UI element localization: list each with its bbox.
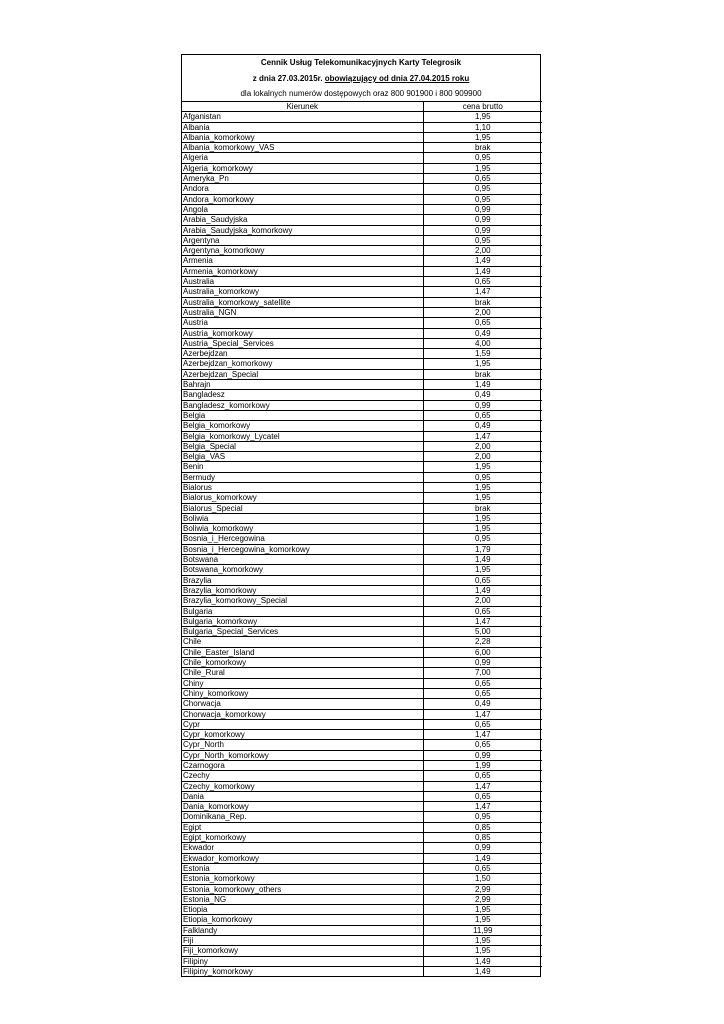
table-row [182,513,542,523]
price-cell: 2,00 [423,441,542,451]
table-row [182,307,542,317]
price-cell: 0,99 [423,400,542,410]
table-row [182,287,542,297]
direction-cell: Czechy [182,771,423,781]
price-cell: 0,49 [423,390,542,400]
valid-from-date: obowiązujący od dnia 27.04.2015 roku [324,74,470,83]
table-row [182,791,542,801]
table-header-row [182,102,542,112]
price-cell: 0,95 [423,235,542,245]
price-cell: 0,49 [423,421,542,431]
price-cell: 0,65 [423,575,542,585]
direction-cell: Belgia_komorkowy [182,421,423,431]
price-cell: 0,65 [423,863,542,873]
direction-cell: Boliwia_komorkowy [182,524,423,534]
direction-cell: Filipiny [182,956,423,966]
price-cell: 1,49 [423,256,542,266]
price-cell: 1,49 [423,585,542,595]
price-cell: 1,95 [423,112,542,122]
price-cell: 2,99 [423,884,542,894]
table-row [182,771,542,781]
direction-cell: Chiny_komorkowy [182,688,423,698]
price-cell: brak [423,503,542,513]
price-cell: 1,47 [423,730,542,740]
table-row [182,627,542,637]
price-cell: 2,00 [423,307,542,317]
price-list-sheet [181,54,541,977]
price-cell: 0,95 [423,534,542,544]
document-subtitle: dla lokalnych numerów dostępowych oraz 800 901900 i 800 909900 [240,89,482,98]
price-cell: 0,99 [423,750,542,760]
price-cell: brak [423,369,542,379]
table-row [182,812,542,822]
direction-cell: Chile_Easter_Island [182,647,423,657]
table-row [182,740,542,750]
price-cell: 4,00 [423,338,542,348]
direction-cell: Fiji [182,936,423,946]
price-cell: brak [423,297,542,307]
table-row [182,163,542,173]
price-cell: 6,00 [423,647,542,657]
table-row [182,472,542,482]
table-row [182,338,542,348]
price-cell: 0,99 [423,204,542,214]
direction-cell: Arabia_Saudyjska [182,215,423,225]
direction-cell: Egipt_komorkowy [182,833,423,843]
table-row [182,544,542,554]
table-row [182,843,542,853]
table-row [182,153,542,163]
price-cell: 1,49 [423,266,542,276]
price-cell: 1,47 [423,431,542,441]
table-row [182,112,542,122]
table-row [182,246,542,256]
price-cell: 0,95 [423,812,542,822]
table-row [182,441,542,451]
direction-cell: Bulgaria_Special_Services [182,627,423,637]
price-cell: 2,99 [423,894,542,904]
table-row [182,318,542,328]
price-cell: 1,47 [423,709,542,719]
table-row [182,637,542,647]
direction-cell: Azerbejdzan_Special [182,369,423,379]
direction-cell: Chiny [182,678,423,688]
direction-cell: Chile_Rural [182,668,423,678]
direction-cell: Dania_komorkowy [182,802,423,812]
price-cell: 1,95 [423,462,542,472]
price-cell: 0,65 [423,606,542,616]
price-cell: 1,47 [423,802,542,812]
direction-cell: Botswana_komorkowy [182,565,423,575]
price-cell: 0,65 [423,174,542,184]
table-row [182,699,542,709]
direction-cell: Bialorus [182,482,423,492]
direction-cell: Czechy_komorkowy [182,781,423,791]
price-cell: 2,00 [423,452,542,462]
table-row [182,266,542,276]
price-cell: brak [423,143,542,153]
direction-cell: Armenia [182,256,423,266]
price-cell: 1,49 [423,956,542,966]
table-row [182,863,542,873]
direction-cell: Brazylia_komorkowy_Special [182,596,423,606]
table-row [182,915,542,925]
price-cell: 0,65 [423,719,542,729]
table-row [182,585,542,595]
price-cell: 0,65 [423,318,542,328]
direction-cell: Bulgaria_komorkowy [182,616,423,626]
table-row [182,822,542,832]
direction-cell: Albania_komorkowy_VAS [182,143,423,153]
price-cell: 1,50 [423,874,542,884]
price-cell: 0,95 [423,194,542,204]
table-row [182,956,542,966]
direction-cell: Arabia_Saudyjska_komorkowy [182,225,423,235]
direction-cell: Andora_komorkowy [182,194,423,204]
direction-cell: Dominikana_Rep. [182,812,423,822]
direction-cell: Chile [182,637,423,647]
price-cell: 1,49 [423,966,542,976]
direction-cell: Australia_komorkowy [182,287,423,297]
price-cell: 0,65 [423,740,542,750]
price-cell: 0,65 [423,771,542,781]
direction-cell: Ekwador [182,843,423,853]
direction-cell: Chorwacja_komorkowy [182,709,423,719]
document-title: Cennik Usług Telekomunikacyjnych Karty Telegrosik [260,58,462,67]
direction-cell: Austria_komorkowy [182,328,423,338]
table-row [182,781,542,791]
table-row [182,421,542,431]
table-row [182,256,542,266]
table-row [182,482,542,492]
direction-cell: Bosnia_i_Hercegowina [182,534,423,544]
direction-cell: Boliwia [182,513,423,523]
price-cell: 2,28 [423,637,542,647]
table-row [182,668,542,678]
table-row [182,277,542,287]
table-row [182,534,542,544]
table-row [182,658,542,668]
direction-cell: Chorwacja [182,699,423,709]
direction-cell: Falklandy [182,925,423,935]
table-row [182,493,542,503]
direction-cell: Bulgaria [182,606,423,616]
table-row [182,174,542,184]
direction-cell: Angola [182,204,423,214]
price-cell: 1,95 [423,524,542,534]
table-row [182,853,542,863]
price-cell: 1,95 [423,132,542,142]
direction-cell: Andora [182,184,423,194]
table-row [182,596,542,606]
price-cell: 5,00 [423,627,542,637]
price-cell: 0,65 [423,410,542,420]
direction-cell: Armenia_komorkowy [182,266,423,276]
price-cell: 1,95 [423,936,542,946]
direction-cell: Egipt [182,822,423,832]
table-row [182,369,542,379]
price-cell: 1,95 [423,493,542,503]
price-cell: 1,95 [423,513,542,523]
table-row [182,122,542,132]
direction-cell: Belgia_komorkowy_Lycatel [182,431,423,441]
price-cell: 0,99 [423,225,542,235]
direction-cell: Bosnia_i_Hercegowina_komorkowy [182,544,423,554]
table-row [182,349,542,359]
price-cell: 0,65 [423,277,542,287]
price-cell: 0,99 [423,215,542,225]
table-row [182,297,542,307]
table-row [182,688,542,698]
table-row [182,452,542,462]
direction-cell: Azerbejdzan [182,349,423,359]
table-row [182,431,542,441]
direction-cell: Australia [182,277,423,287]
direction-cell: Ekwador_komorkowy [182,853,423,863]
table-row [182,204,542,214]
price-cell: 2,00 [423,596,542,606]
price-cell: 1,49 [423,380,542,390]
price-cell: 0,85 [423,833,542,843]
price-cell: 1,95 [423,163,542,173]
direction-cell: Benin [182,462,423,472]
table-row [182,874,542,884]
price-cell: 1,95 [423,905,542,915]
price-cell: 1,49 [423,853,542,863]
table-row [182,936,542,946]
table-row [182,328,542,338]
table-row [182,359,542,369]
table-row [182,606,542,616]
direction-cell: Fiji_komorkowy [182,946,423,956]
price-cell: 0,95 [423,184,542,194]
column-header-direction: Kierunek [182,102,423,112]
price-cell: 1,10 [423,122,542,132]
direction-cell: Afganistan [182,112,423,122]
price-cell: 1,47 [423,781,542,791]
column-header-price: cena brutto [423,102,542,112]
table-row [182,524,542,534]
date-prefix: z dnia 27.03.2015r. [252,74,325,83]
price-cell: 0,65 [423,791,542,801]
direction-cell: Albania_komorkowy [182,132,423,142]
price-cell: 0,99 [423,843,542,853]
direction-cell: Cypr_komorkowy [182,730,423,740]
direction-cell: Bahrajn [182,380,423,390]
price-cell: 0,95 [423,472,542,482]
table-row [182,380,542,390]
table-row [182,719,542,729]
direction-cell: Australia_NGN [182,307,423,317]
direction-cell: Filipiny_komorkowy [182,966,423,976]
direction-cell: Ameryka_Pn [182,174,423,184]
price-cell: 1,49 [423,555,542,565]
direction-cell: Cypr_North [182,740,423,750]
price-cell: 1,47 [423,287,542,297]
price-cell: 0,99 [423,658,542,668]
price-cell: 1,95 [423,359,542,369]
table-row [182,555,542,565]
direction-cell: Belgia_Special [182,441,423,451]
price-cell: 0,65 [423,688,542,698]
price-cell: 0,49 [423,699,542,709]
price-cell: 1,95 [423,946,542,956]
direction-cell: Algeria [182,153,423,163]
table-row [182,575,542,585]
price-table [182,101,542,976]
price-cell: 0,65 [423,678,542,688]
table-row [182,946,542,956]
direction-cell: Czarnogora [182,761,423,771]
table-row [182,565,542,575]
direction-cell: Cypr_North_komorkowy [182,750,423,760]
direction-cell: Etiopia [182,905,423,915]
table-row [182,462,542,472]
direction-cell: Estonia_NG [182,894,423,904]
direction-cell: Argentyna_komorkowy [182,246,423,256]
table-row [182,761,542,771]
direction-cell: Botswana [182,555,423,565]
table-row [182,709,542,719]
table-row [182,905,542,915]
price-cell: 1,95 [423,565,542,575]
direction-cell: Estonia_komorkowy [182,874,423,884]
table-row [182,894,542,904]
price-cell: 1,95 [423,915,542,925]
price-cell: 11,99 [423,925,542,935]
direction-cell: Argentyna [182,235,423,245]
table-row [182,750,542,760]
table-row [182,616,542,626]
direction-cell: Bialorus_Special [182,503,423,513]
table-row [182,400,542,410]
table-row [182,235,542,245]
table-row [182,132,542,142]
direction-cell: Estonia_komorkowy_others [182,884,423,894]
direction-cell: Algeria_komorkowy [182,163,423,173]
price-cell: 0,49 [423,328,542,338]
document-date-line [182,71,540,86]
table-row [182,884,542,894]
table-row [182,410,542,420]
price-cell: 1,99 [423,761,542,771]
table-row [182,225,542,235]
direction-cell: Bermudy [182,472,423,482]
price-cell: 1,95 [423,482,542,492]
direction-cell: Bangladesz [182,390,423,400]
price-cell: 7,00 [423,668,542,678]
direction-cell: Belgia_VAS [182,452,423,462]
price-cell: 1,59 [423,349,542,359]
direction-cell: Bangladesz_komorkowy [182,400,423,410]
direction-cell: Australia_komorkowy_satellite [182,297,423,307]
direction-cell: Azerbejdzan_komorkowy [182,359,423,369]
table-row [182,647,542,657]
table-body [182,112,542,976]
direction-cell: Estonia [182,863,423,873]
direction-cell: Chile_komorkowy [182,658,423,668]
direction-cell: Dania [182,791,423,801]
price-cell: 0,85 [423,822,542,832]
direction-cell: Austria_Special_Services [182,338,423,348]
table-row [182,143,542,153]
price-cell: 1,47 [423,616,542,626]
direction-cell: Etiopia_komorkowy [182,915,423,925]
table-row [182,184,542,194]
table-row [182,215,542,225]
table-row [182,925,542,935]
direction-cell: Brazylia_komorkowy [182,585,423,595]
table-row [182,678,542,688]
price-cell: 1,79 [423,544,542,554]
direction-cell: Belgia [182,410,423,420]
table-row [182,966,542,976]
table-row [182,194,542,204]
table-row [182,390,542,400]
table-row [182,802,542,812]
price-cell: 0,95 [423,153,542,163]
table-row [182,503,542,513]
direction-cell: Albania [182,122,423,132]
price-cell: 2,00 [423,246,542,256]
table-row [182,730,542,740]
table-row [182,833,542,843]
direction-cell: Austria [182,318,423,328]
direction-cell: Bialorus_komorkowy [182,493,423,503]
direction-cell: Brazylia [182,575,423,585]
direction-cell: Cypr [182,719,423,729]
